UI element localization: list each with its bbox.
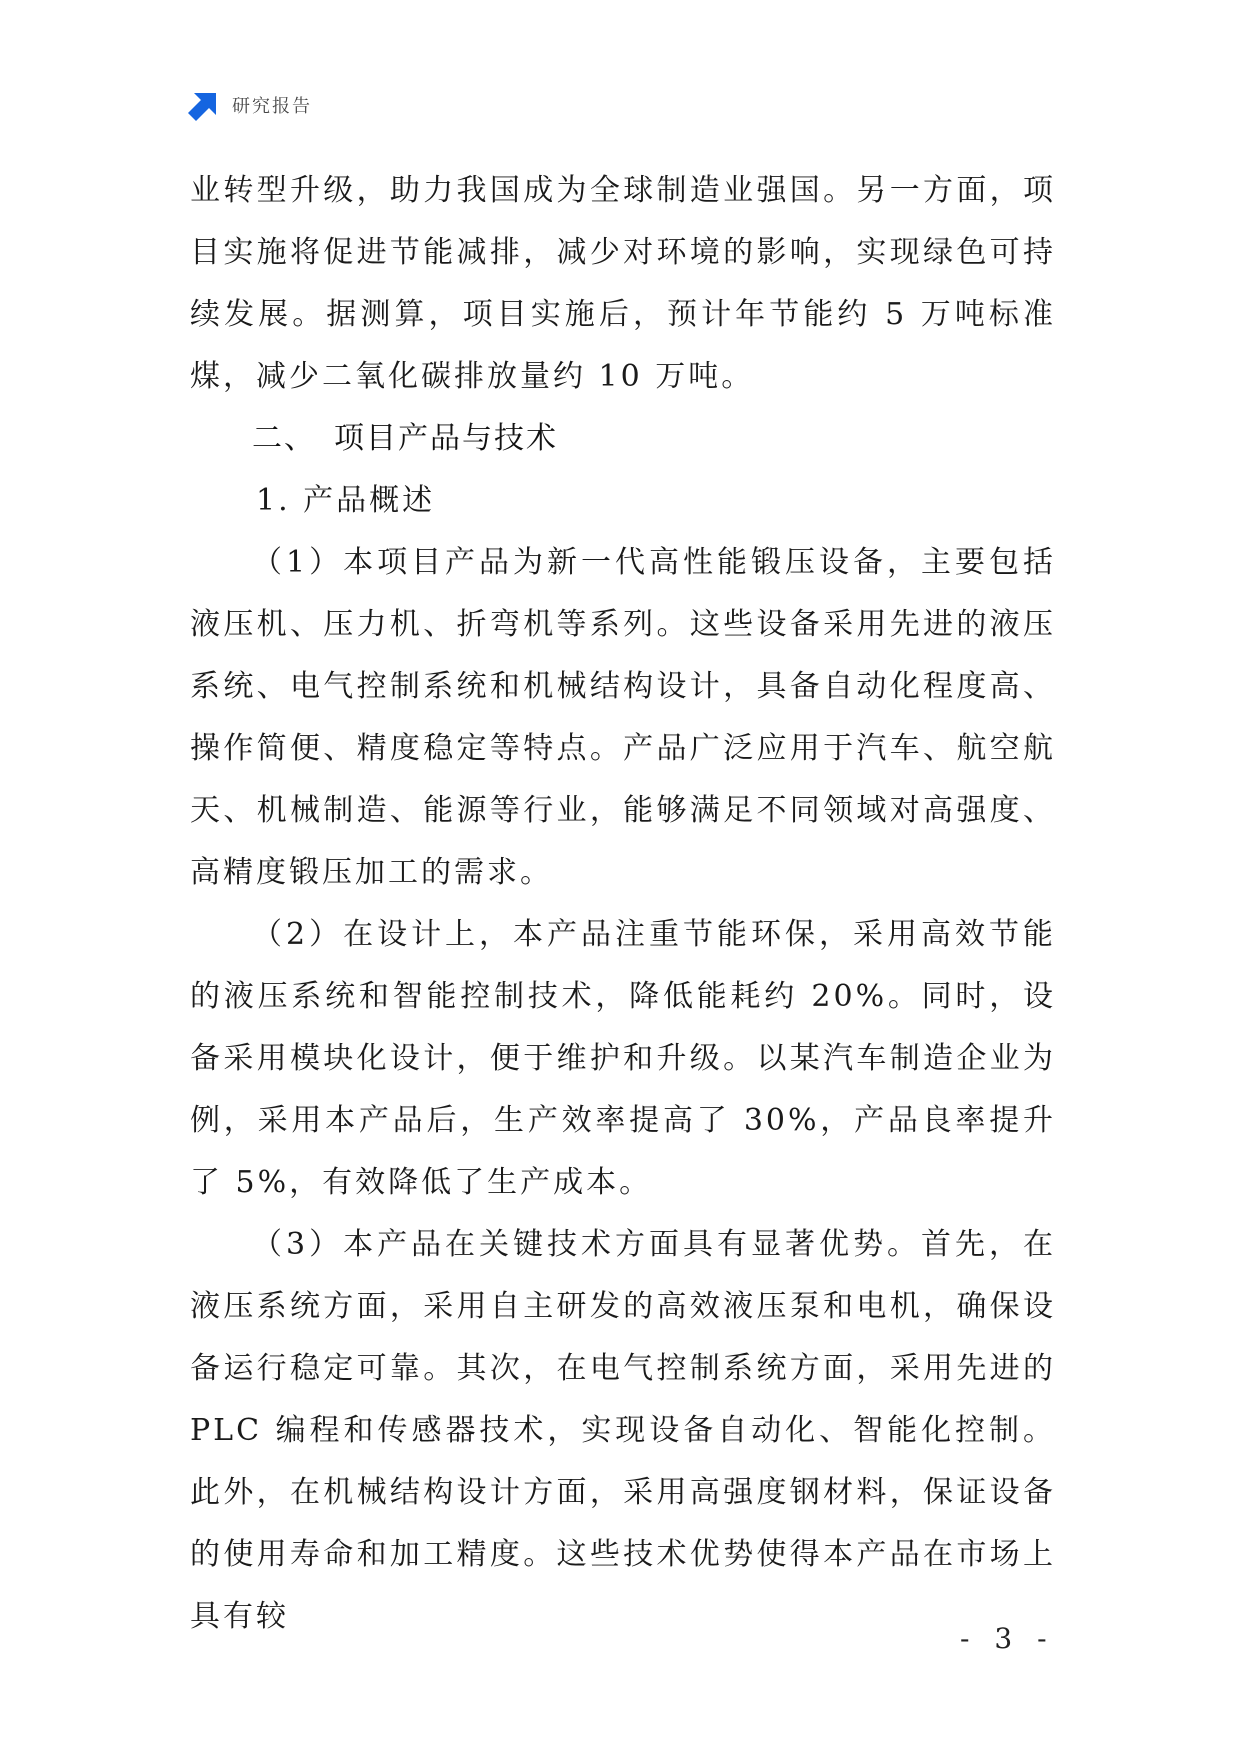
paragraph-1: （1）本项目产品为新一代高性能锻压设备，主要包括液压机、压力机、折弯机等系列。这些设备采用先进的液压系统、电气控制系统和机械结构设计，具备自动化程度高、操作简便、精度稳定等特点。产品广泛应用于汽车、航空航天、机械制造、能源等行业，能够满足不同领域对高强度、高精度锻压加工的需求。 <box>190 545 1056 890</box>
paragraph-2: （2）在设计上，本产品注重节能环保，采用高效节能的液压系统和智能控制技术，降低能耗约 20%。同时，设备采用模块化设计，便于维护和升级。以某汽车制造企业为例，采用本产品后，生产效率提高了 30%，产品良率提升了 5%，有效降低了生产成本。 <box>190 917 1056 1200</box>
section-heading <box>190 408 1056 470</box>
section-title: 项目产品与技术 <box>334 421 558 456</box>
arrow-up-right-icon <box>188 89 220 121</box>
page-header <box>188 88 312 122</box>
paragraph-3: （3）本产品在关键技术方面具有显著优势。首先，在液压系统方面，采用自主研发的高效液压泵和电机，确保设备运行稳定可靠。其次，在电气控制系统方面，采用先进的 PLC 编程和传感器技术，实现设备自动化、智能化控制。此外，在机械结构设计方面，采用高强度钢材料，保证设备的使用寿命和加工精度。这些技术优势使得本产品在市场上具有较 <box>190 1227 1056 1634</box>
paragraph-intro: 业转型升级，助力我国成为全球制造业强国。另一方面，项目实施将促进节能减排，减少对环境的影响，实现绿色可持续发展。据测算，项目实施后，预计年节能约 5 万吨标准煤，减少二氧化碳排放量约 10 万吨。 <box>190 173 1056 394</box>
report-label: 研究报告 <box>232 96 312 117</box>
section-number: 二、 <box>252 421 316 456</box>
document-body <box>190 160 1056 1648</box>
page-number: - 3 - <box>960 1622 1055 1655</box>
subsection-heading: 1. 产品概述 <box>256 483 436 518</box>
